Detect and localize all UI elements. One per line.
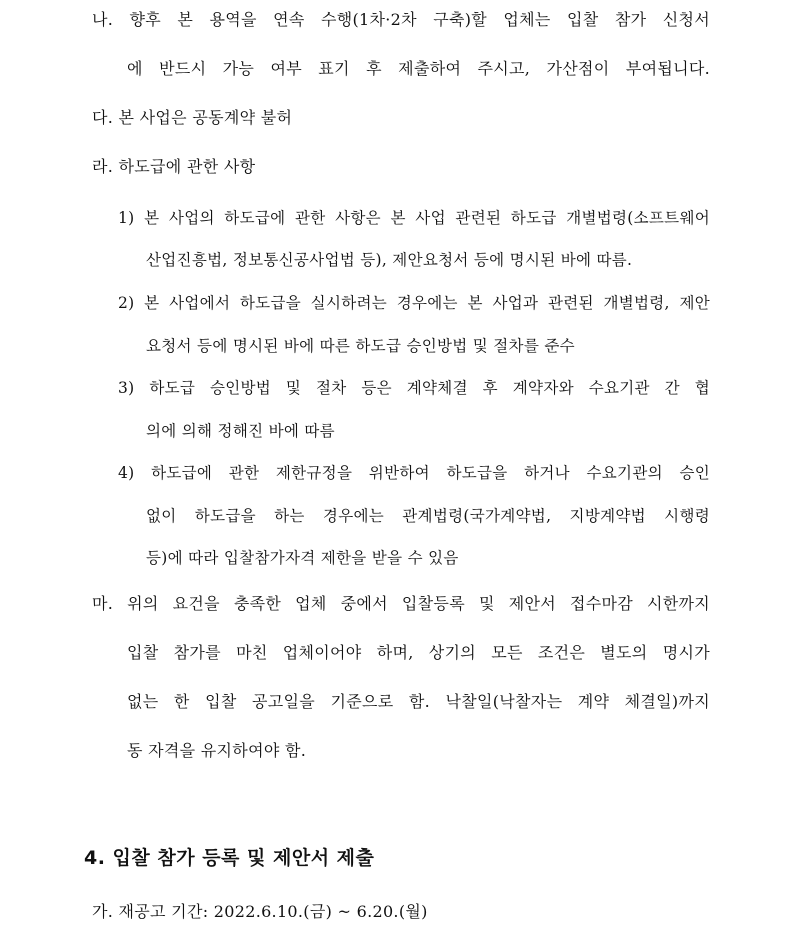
ra-item-4-line-2: 없이 하도급을 하는 경우에는 관계법령(국가계약법, 지방계약법 시행령 (146, 507, 710, 525)
ra-item-4-line-3: 등)에 따라 입찰참가자격 제한을 받을 수 있음 (146, 549, 459, 567)
ra-item-1-line-2: 산업진흥법, 정보통신공사업법 등), 제안요청서 등에 명시된 바에 따름. (146, 251, 633, 269)
section-4-heading: 4. 입찰 참가 등록 및 제안서 제출 (84, 847, 375, 869)
ra-item-4-line-1: 4) 하도급에 관한 제한규정을 위반하여 하도급을 하거나 수요기관의 승인 (118, 464, 710, 482)
ra-item-3-line-2: 의에 의해 정해진 바에 따름 (146, 422, 335, 440)
section-ma-line-2: 입찰 참가를 마친 업체이어야 하며, 상기의 모든 조건은 별도의 명시가 (127, 643, 710, 662)
ra-item-2-line-1: 2) 본 사업에서 하도급을 실시하려는 경우에는 본 사업과 관련된 개별법령, 제안 (118, 294, 710, 312)
section-na-line-1: 나. 향후 본 용역을 연속 수행(1차·2차 구축)할 업체는 입찰 참가 신청서 (92, 10, 710, 29)
section-na-line-2: 에 반드시 가능 여부 표기 후 제출하여 주시고, 가산점이 부여됩니다. (127, 59, 710, 78)
section-ma-line-3: 없는 한 입찰 공고일을 기준으로 함. 낙찰일(낙찰자는 계약 체결일)까지 (127, 692, 710, 711)
ra-item-2-line-2: 요청서 등에 명시된 바에 따른 하도급 승인방법 및 절차를 준수 (146, 337, 575, 355)
ra-item-3-line-1: 3) 하도급 승인방법 및 절차 등은 계약체결 후 계약자와 수요기관 간 협 (118, 379, 710, 397)
section-ra-title: 라. 하도급에 관한 사항 (92, 157, 256, 176)
section-ma-line-4: 동 자격을 유지하여야 함. (127, 741, 307, 760)
section-4-ga-line: 가. 재공고 기간: 2022.6.10.(금) ~ 6.20.(월) (92, 902, 428, 921)
ra-item-1-line-1: 1) 본 사업의 하도급에 관한 사항은 본 사업 관련된 하도급 개별법령(소프트웨어 (118, 209, 710, 227)
section-da-line-1: 다. 본 사업은 공동계약 불허 (92, 108, 293, 127)
section-ma-line-1: 마. 위의 요건을 충족한 업체 중에서 입찰등록 및 제안서 접수마감 시한까지 (92, 594, 710, 613)
